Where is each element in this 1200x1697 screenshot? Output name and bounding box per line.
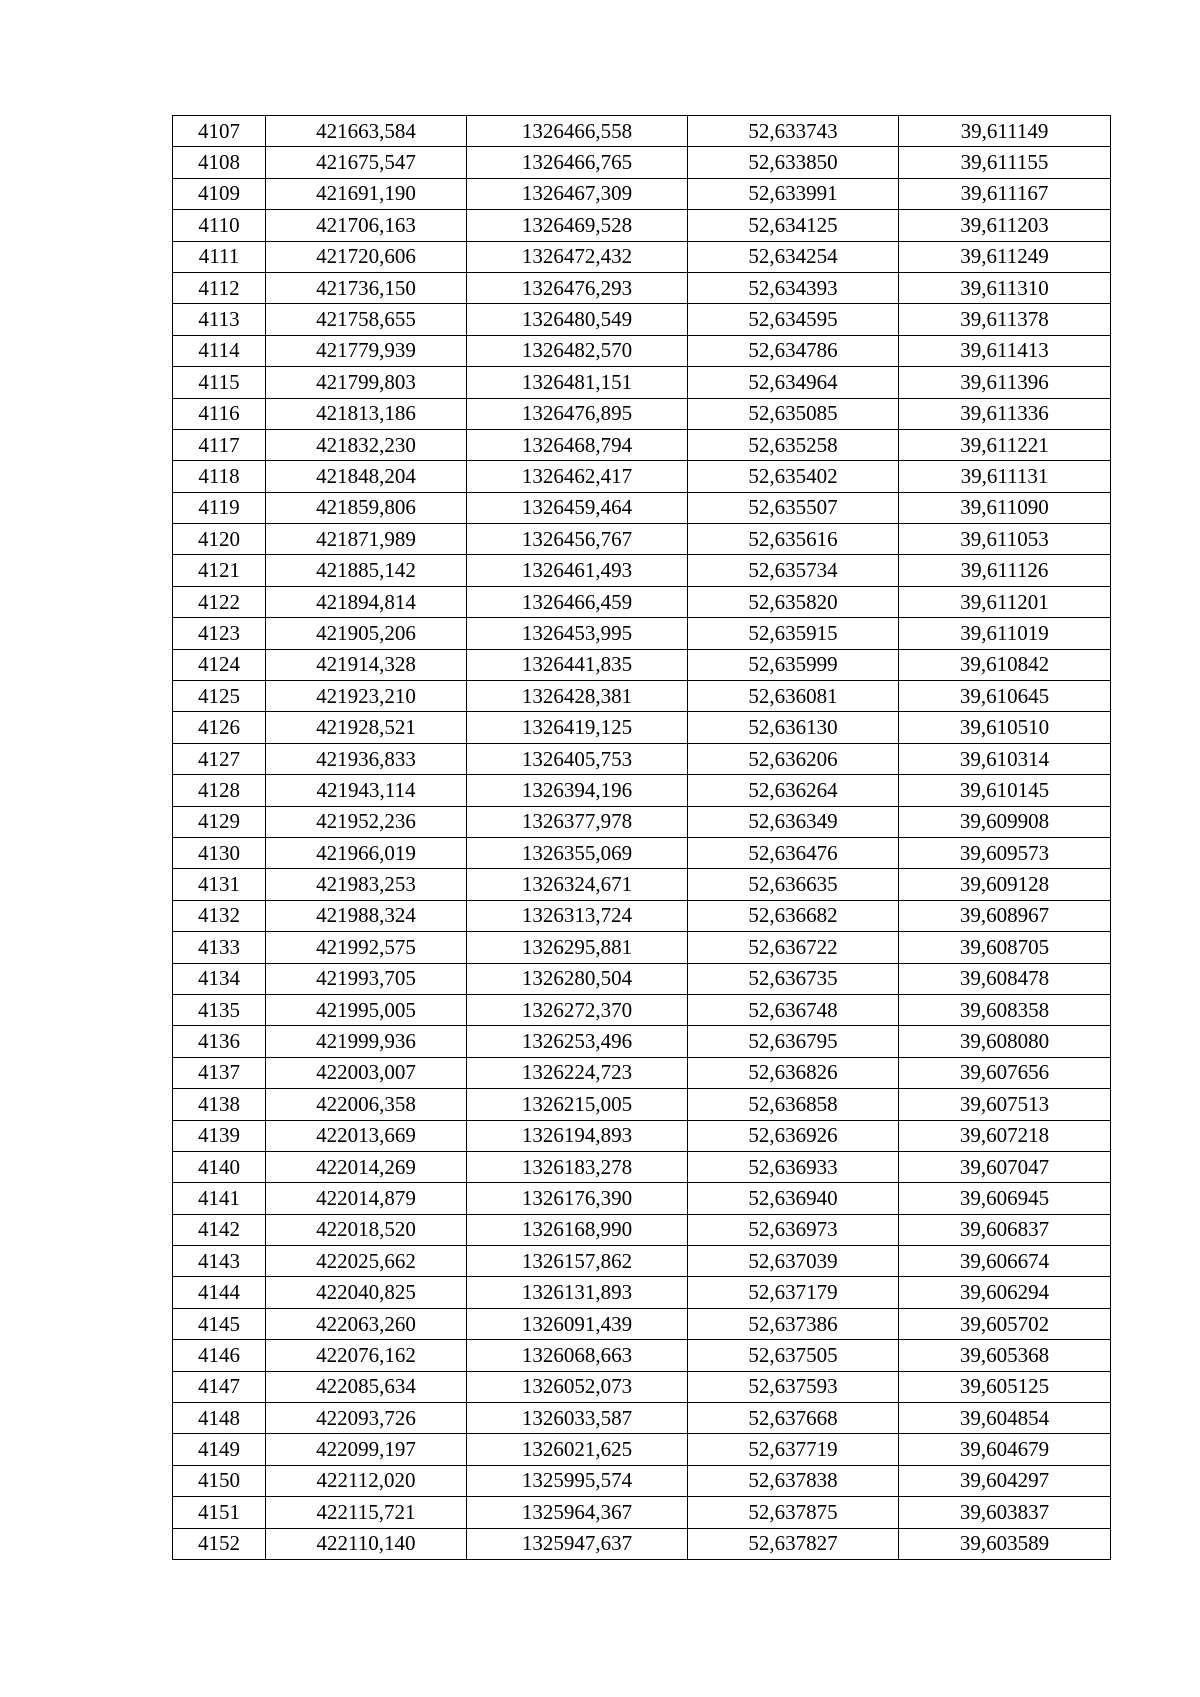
table-row [173,1497,1111,1528]
point-number-cell: 4146 [173,1340,266,1371]
latitude-cell: 52,637668 [688,1403,899,1434]
x-coordinate-cell: 421928,521 [266,712,467,743]
point-number-cell: 4118 [173,461,266,492]
table-row [173,492,1111,523]
y-coordinate-cell: 1325947,637 [467,1528,688,1559]
point-number-cell: 4131 [173,869,266,900]
point-number-cell: 4137 [173,1057,266,1088]
y-coordinate-cell: 1326176,390 [467,1183,688,1214]
y-coordinate-cell: 1326459,464 [467,492,688,523]
latitude-cell: 52,635734 [688,555,899,586]
longitude-cell: 39,608705 [899,932,1111,963]
longitude-cell: 39,604297 [899,1465,1111,1496]
longitude-cell: 39,605368 [899,1340,1111,1371]
point-number-cell: 4116 [173,398,266,429]
table-row [173,178,1111,209]
latitude-cell: 52,635999 [688,649,899,680]
longitude-cell: 39,606674 [899,1246,1111,1277]
table-row [173,1465,1111,1496]
table-row [173,1089,1111,1120]
x-coordinate-cell: 422085,634 [266,1371,467,1402]
point-number-cell: 4142 [173,1214,266,1245]
point-number-cell: 4125 [173,681,266,712]
y-coordinate-cell: 1326462,417 [467,461,688,492]
table-row [173,1277,1111,1308]
longitude-cell: 39,606294 [899,1277,1111,1308]
point-number-cell: 4136 [173,1026,266,1057]
latitude-cell: 52,636748 [688,994,899,1025]
table-row [173,1183,1111,1214]
table-row [173,335,1111,366]
latitude-cell: 52,634125 [688,210,899,241]
latitude-cell: 52,634595 [688,304,899,335]
x-coordinate-cell: 422014,269 [266,1151,467,1182]
y-coordinate-cell: 1326052,073 [467,1371,688,1402]
latitude-cell: 52,637505 [688,1340,899,1371]
latitude-cell: 52,637719 [688,1434,899,1465]
latitude-cell: 52,636858 [688,1089,899,1120]
longitude-cell: 39,611053 [899,524,1111,555]
point-number-cell: 4107 [173,116,266,147]
longitude-cell: 39,611310 [899,272,1111,303]
y-coordinate-cell: 1326466,765 [467,147,688,178]
longitude-cell: 39,603837 [899,1497,1111,1528]
latitude-cell: 52,637875 [688,1497,899,1528]
longitude-cell: 39,611090 [899,492,1111,523]
longitude-cell: 39,609128 [899,869,1111,900]
latitude-cell: 52,636206 [688,743,899,774]
y-coordinate-cell: 1326469,528 [467,210,688,241]
x-coordinate-cell: 421675,547 [266,147,467,178]
longitude-cell: 39,605702 [899,1308,1111,1339]
point-number-cell: 4124 [173,649,266,680]
x-coordinate-cell: 421988,324 [266,900,467,931]
x-coordinate-cell: 422093,726 [266,1403,467,1434]
x-coordinate-cell: 422013,669 [266,1120,467,1151]
longitude-cell: 39,611019 [899,618,1111,649]
longitude-cell: 39,607513 [899,1089,1111,1120]
coordinates-table [172,115,1111,1560]
y-coordinate-cell: 1326453,995 [467,618,688,649]
y-coordinate-cell: 1326377,978 [467,806,688,837]
latitude-cell: 52,636795 [688,1026,899,1057]
x-coordinate-cell: 422076,162 [266,1340,467,1371]
x-coordinate-cell: 421720,606 [266,241,467,272]
y-coordinate-cell: 1326091,439 [467,1308,688,1339]
point-number-cell: 4130 [173,837,266,868]
x-coordinate-cell: 421832,230 [266,429,467,460]
y-coordinate-cell: 1326466,459 [467,586,688,617]
y-coordinate-cell: 1326481,151 [467,367,688,398]
x-coordinate-cell: 422018,520 [266,1214,467,1245]
x-coordinate-cell: 421799,803 [266,367,467,398]
longitude-cell: 39,608478 [899,963,1111,994]
y-coordinate-cell: 1326215,005 [467,1089,688,1120]
longitude-cell: 39,608080 [899,1026,1111,1057]
point-number-cell: 4114 [173,335,266,366]
x-coordinate-cell: 421758,655 [266,304,467,335]
point-number-cell: 4135 [173,994,266,1025]
y-coordinate-cell: 1326405,753 [467,743,688,774]
longitude-cell: 39,607656 [899,1057,1111,1088]
x-coordinate-cell: 421943,114 [266,775,467,806]
table-row [173,1246,1111,1277]
longitude-cell: 39,611378 [899,304,1111,335]
point-number-cell: 4138 [173,1089,266,1120]
y-coordinate-cell: 1326441,835 [467,649,688,680]
table-row [173,429,1111,460]
point-number-cell: 4145 [173,1308,266,1339]
latitude-cell: 52,633743 [688,116,899,147]
y-coordinate-cell: 1326482,570 [467,335,688,366]
table-row [173,367,1111,398]
table-row [173,116,1111,147]
table-row [173,1214,1111,1245]
table-row [173,869,1111,900]
latitude-cell: 52,636081 [688,681,899,712]
point-number-cell: 4133 [173,932,266,963]
table-row [173,681,1111,712]
y-coordinate-cell: 1326157,862 [467,1246,688,1277]
y-coordinate-cell: 1326461,493 [467,555,688,586]
point-number-cell: 4140 [173,1151,266,1182]
y-coordinate-cell: 1326456,767 [467,524,688,555]
table-row [173,743,1111,774]
y-coordinate-cell: 1326295,881 [467,932,688,963]
point-number-cell: 4122 [173,586,266,617]
x-coordinate-cell: 421871,989 [266,524,467,555]
latitude-cell: 52,636926 [688,1120,899,1151]
longitude-cell: 39,609573 [899,837,1111,868]
longitude-cell: 39,611149 [899,116,1111,147]
longitude-cell: 39,608358 [899,994,1111,1025]
latitude-cell: 52,635915 [688,618,899,649]
latitude-cell: 52,636735 [688,963,899,994]
table-row [173,241,1111,272]
x-coordinate-cell: 422099,197 [266,1434,467,1465]
longitude-cell: 39,610842 [899,649,1111,680]
latitude-cell: 52,634786 [688,335,899,366]
y-coordinate-cell: 1326068,663 [467,1340,688,1371]
y-coordinate-cell: 1326224,723 [467,1057,688,1088]
table-row [173,1528,1111,1559]
x-coordinate-cell: 421999,936 [266,1026,467,1057]
longitude-cell: 39,610510 [899,712,1111,743]
latitude-cell: 52,636933 [688,1151,899,1182]
longitude-cell: 39,611221 [899,429,1111,460]
y-coordinate-cell: 1326253,496 [467,1026,688,1057]
latitude-cell: 52,634254 [688,241,899,272]
longitude-cell: 39,611155 [899,147,1111,178]
longitude-cell: 39,611336 [899,398,1111,429]
point-number-cell: 4109 [173,178,266,209]
x-coordinate-cell: 422014,879 [266,1183,467,1214]
point-number-cell: 4141 [173,1183,266,1214]
point-number-cell: 4123 [173,618,266,649]
longitude-cell: 39,606837 [899,1214,1111,1245]
y-coordinate-cell: 1326472,432 [467,241,688,272]
x-coordinate-cell: 421691,190 [266,178,467,209]
x-coordinate-cell: 421885,142 [266,555,467,586]
table-row [173,304,1111,335]
x-coordinate-cell: 421993,705 [266,963,467,994]
x-coordinate-cell: 421923,210 [266,681,467,712]
y-coordinate-cell: 1326468,794 [467,429,688,460]
point-number-cell: 4143 [173,1246,266,1277]
table-row [173,900,1111,931]
latitude-cell: 52,637179 [688,1277,899,1308]
point-number-cell: 4147 [173,1371,266,1402]
y-coordinate-cell: 1326272,370 [467,994,688,1025]
longitude-cell: 39,611131 [899,461,1111,492]
table-row [173,147,1111,178]
table-row [173,555,1111,586]
y-coordinate-cell: 1326467,309 [467,178,688,209]
latitude-cell: 52,635258 [688,429,899,460]
y-coordinate-cell: 1326168,990 [467,1214,688,1245]
table-row [173,272,1111,303]
table-row [173,837,1111,868]
latitude-cell: 52,636973 [688,1214,899,1245]
longitude-cell: 39,608967 [899,900,1111,931]
x-coordinate-cell: 421663,584 [266,116,467,147]
table-row [173,586,1111,617]
latitude-cell: 52,637593 [688,1371,899,1402]
latitude-cell: 52,633991 [688,178,899,209]
y-coordinate-cell: 1326324,671 [467,869,688,900]
point-number-cell: 4126 [173,712,266,743]
table-row [173,210,1111,241]
longitude-cell: 39,610314 [899,743,1111,774]
table-row [173,932,1111,963]
point-number-cell: 4111 [173,241,266,272]
table-row [173,649,1111,680]
point-number-cell: 4110 [173,210,266,241]
x-coordinate-cell: 422063,260 [266,1308,467,1339]
latitude-cell: 52,635085 [688,398,899,429]
y-coordinate-cell: 1326476,895 [467,398,688,429]
latitude-cell: 52,637827 [688,1528,899,1559]
y-coordinate-cell: 1325964,367 [467,1497,688,1528]
table-row [173,524,1111,555]
longitude-cell: 39,607218 [899,1120,1111,1151]
latitude-cell: 52,634393 [688,272,899,303]
point-number-cell: 4134 [173,963,266,994]
longitude-cell: 39,610645 [899,681,1111,712]
y-coordinate-cell: 1326480,549 [467,304,688,335]
x-coordinate-cell: 421706,163 [266,210,467,241]
x-coordinate-cell: 421894,814 [266,586,467,617]
latitude-cell: 52,635820 [688,586,899,617]
y-coordinate-cell: 1326033,587 [467,1403,688,1434]
table-row [173,618,1111,649]
point-number-cell: 4128 [173,775,266,806]
y-coordinate-cell: 1326476,293 [467,272,688,303]
longitude-cell: 39,604854 [899,1403,1111,1434]
x-coordinate-cell: 422110,140 [266,1528,467,1559]
latitude-cell: 52,636130 [688,712,899,743]
y-coordinate-cell: 1326131,893 [467,1277,688,1308]
table-row [173,963,1111,994]
point-number-cell: 4108 [173,147,266,178]
table-row [173,806,1111,837]
table-row [173,1371,1111,1402]
coordinates-table-body [173,116,1111,1560]
y-coordinate-cell: 1326428,381 [467,681,688,712]
x-coordinate-cell: 421859,806 [266,492,467,523]
latitude-cell: 52,636264 [688,775,899,806]
point-number-cell: 4117 [173,429,266,460]
x-coordinate-cell: 421736,150 [266,272,467,303]
x-coordinate-cell: 422112,020 [266,1465,467,1496]
x-coordinate-cell: 421914,328 [266,649,467,680]
x-coordinate-cell: 422040,825 [266,1277,467,1308]
y-coordinate-cell: 1326313,724 [467,900,688,931]
latitude-cell: 52,637386 [688,1308,899,1339]
x-coordinate-cell: 421983,253 [266,869,467,900]
latitude-cell: 52,636722 [688,932,899,963]
table-row [173,712,1111,743]
table-row [173,1403,1111,1434]
latitude-cell: 52,635507 [688,492,899,523]
latitude-cell: 52,637838 [688,1465,899,1496]
x-coordinate-cell: 422115,721 [266,1497,467,1528]
y-coordinate-cell: 1326194,893 [467,1120,688,1151]
point-number-cell: 4113 [173,304,266,335]
latitude-cell: 52,636940 [688,1183,899,1214]
table-row [173,461,1111,492]
table-row [173,1308,1111,1339]
x-coordinate-cell: 421813,186 [266,398,467,429]
longitude-cell: 39,611249 [899,241,1111,272]
latitude-cell: 52,635402 [688,461,899,492]
point-number-cell: 4150 [173,1465,266,1496]
point-number-cell: 4127 [173,743,266,774]
table-row [173,398,1111,429]
table-row [173,1434,1111,1465]
table-row [173,994,1111,1025]
x-coordinate-cell: 421966,019 [266,837,467,868]
latitude-cell: 52,636476 [688,837,899,868]
y-coordinate-cell: 1325995,574 [467,1465,688,1496]
latitude-cell: 52,636826 [688,1057,899,1088]
x-coordinate-cell: 421992,575 [266,932,467,963]
longitude-cell: 39,611203 [899,210,1111,241]
y-coordinate-cell: 1326355,069 [467,837,688,868]
longitude-cell: 39,611413 [899,335,1111,366]
point-number-cell: 4149 [173,1434,266,1465]
latitude-cell: 52,637039 [688,1246,899,1277]
point-number-cell: 4132 [173,900,266,931]
x-coordinate-cell: 422025,662 [266,1246,467,1277]
point-number-cell: 4112 [173,272,266,303]
point-number-cell: 4121 [173,555,266,586]
table-row [173,1120,1111,1151]
latitude-cell: 52,636635 [688,869,899,900]
latitude-cell: 52,633850 [688,147,899,178]
x-coordinate-cell: 422006,358 [266,1089,467,1120]
y-coordinate-cell: 1326419,125 [467,712,688,743]
latitude-cell: 52,636682 [688,900,899,931]
longitude-cell: 39,606945 [899,1183,1111,1214]
longitude-cell: 39,611396 [899,367,1111,398]
longitude-cell: 39,609908 [899,806,1111,837]
x-coordinate-cell: 421995,005 [266,994,467,1025]
table-row [173,1151,1111,1182]
x-coordinate-cell: 421952,236 [266,806,467,837]
point-number-cell: 4119 [173,492,266,523]
longitude-cell: 39,607047 [899,1151,1111,1182]
point-number-cell: 4152 [173,1528,266,1559]
x-coordinate-cell: 421779,939 [266,335,467,366]
longitude-cell: 39,605125 [899,1371,1111,1402]
latitude-cell: 52,635616 [688,524,899,555]
y-coordinate-cell: 1326466,558 [467,116,688,147]
point-number-cell: 4144 [173,1277,266,1308]
longitude-cell: 39,611167 [899,178,1111,209]
x-coordinate-cell: 421848,204 [266,461,467,492]
table-row [173,1057,1111,1088]
y-coordinate-cell: 1326183,278 [467,1151,688,1182]
longitude-cell: 39,610145 [899,775,1111,806]
x-coordinate-cell: 421905,206 [266,618,467,649]
point-number-cell: 4139 [173,1120,266,1151]
longitude-cell: 39,611201 [899,586,1111,617]
x-coordinate-cell: 421936,833 [266,743,467,774]
longitude-cell: 39,604679 [899,1434,1111,1465]
y-coordinate-cell: 1326394,196 [467,775,688,806]
point-number-cell: 4120 [173,524,266,555]
table-row [173,1026,1111,1057]
longitude-cell: 39,603589 [899,1528,1111,1559]
table-row [173,1340,1111,1371]
y-coordinate-cell: 1326280,504 [467,963,688,994]
point-number-cell: 4129 [173,806,266,837]
longitude-cell: 39,611126 [899,555,1111,586]
y-coordinate-cell: 1326021,625 [467,1434,688,1465]
point-number-cell: 4151 [173,1497,266,1528]
latitude-cell: 52,634964 [688,367,899,398]
table-row [173,775,1111,806]
point-number-cell: 4115 [173,367,266,398]
latitude-cell: 52,636349 [688,806,899,837]
point-number-cell: 4148 [173,1403,266,1434]
x-coordinate-cell: 422003,007 [266,1057,467,1088]
